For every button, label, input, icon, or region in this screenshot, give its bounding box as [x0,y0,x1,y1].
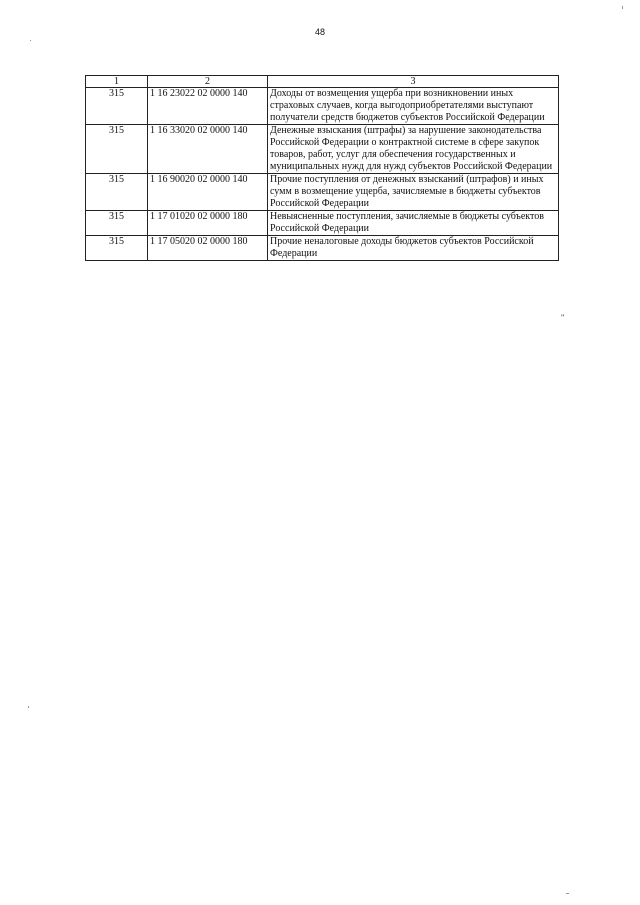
admin-code-cell: 315 [86,88,148,125]
table-row [86,88,559,125]
table-row [86,211,559,236]
budget-classification-code-cell: 1 17 05020 02 0000 180 [148,236,268,261]
revenue-name-cell: Доходы от возмещения ущерба при возникновении иных страховых случаев, когда выгодоприобретателями выступают получатели средств бюджетов субъектов Российской Федерации [268,88,559,125]
revenue-name-cell: Прочие неналоговые доходы бюджетов субъектов Российской Федерации [268,236,559,261]
budget-classification-code-cell: 1 17 01020 02 0000 180 [148,211,268,236]
revenue-codes-table [85,75,559,261]
budget-classification-code-cell: 1 16 23022 02 0000 140 [148,88,268,125]
table-row [86,125,559,174]
scan-artifact [30,40,31,41]
revenue-name-cell: Прочие поступления от денежных взысканий (штрафов) и иных сумм в возмещение ущерба, зачисляемые в бюджеты субъектов Российской Федерации [268,174,559,211]
admin-code-cell: 315 [86,174,148,211]
revenue-name-cell: Невыясненные поступления, зачисляемые в бюджеты субъектов Российской Федерации [268,211,559,236]
table-header-row [86,76,559,88]
page-number: 48 [314,27,325,37]
admin-code-cell: 315 [86,125,148,174]
scan-artifact [28,706,29,708]
budget-classification-code-cell: 1 16 90020 02 0000 140 [148,174,268,211]
table-row [86,174,559,211]
scan-artifact [566,893,569,894]
closing-quote-mark: " [561,313,565,322]
admin-code-cell: 315 [86,211,148,236]
column-header-3: 3 [268,76,559,88]
revenue-name-cell: Денежные взыскания (штрафы) за нарушение законодательства Российской Федерации о контрактной системе в сфере закупок товаров, работ, услуг для обеспечения государственных и муниципальных нужд для нужд субъектов Российской Федерации [268,125,559,174]
admin-code-cell: 315 [86,236,148,261]
budget-classification-code-cell: 1 16 33020 02 0000 140 [148,125,268,174]
column-header-2: 2 [148,76,268,88]
table-row [86,236,559,261]
column-header-1: 1 [86,76,148,88]
scan-artifact [622,6,623,9]
